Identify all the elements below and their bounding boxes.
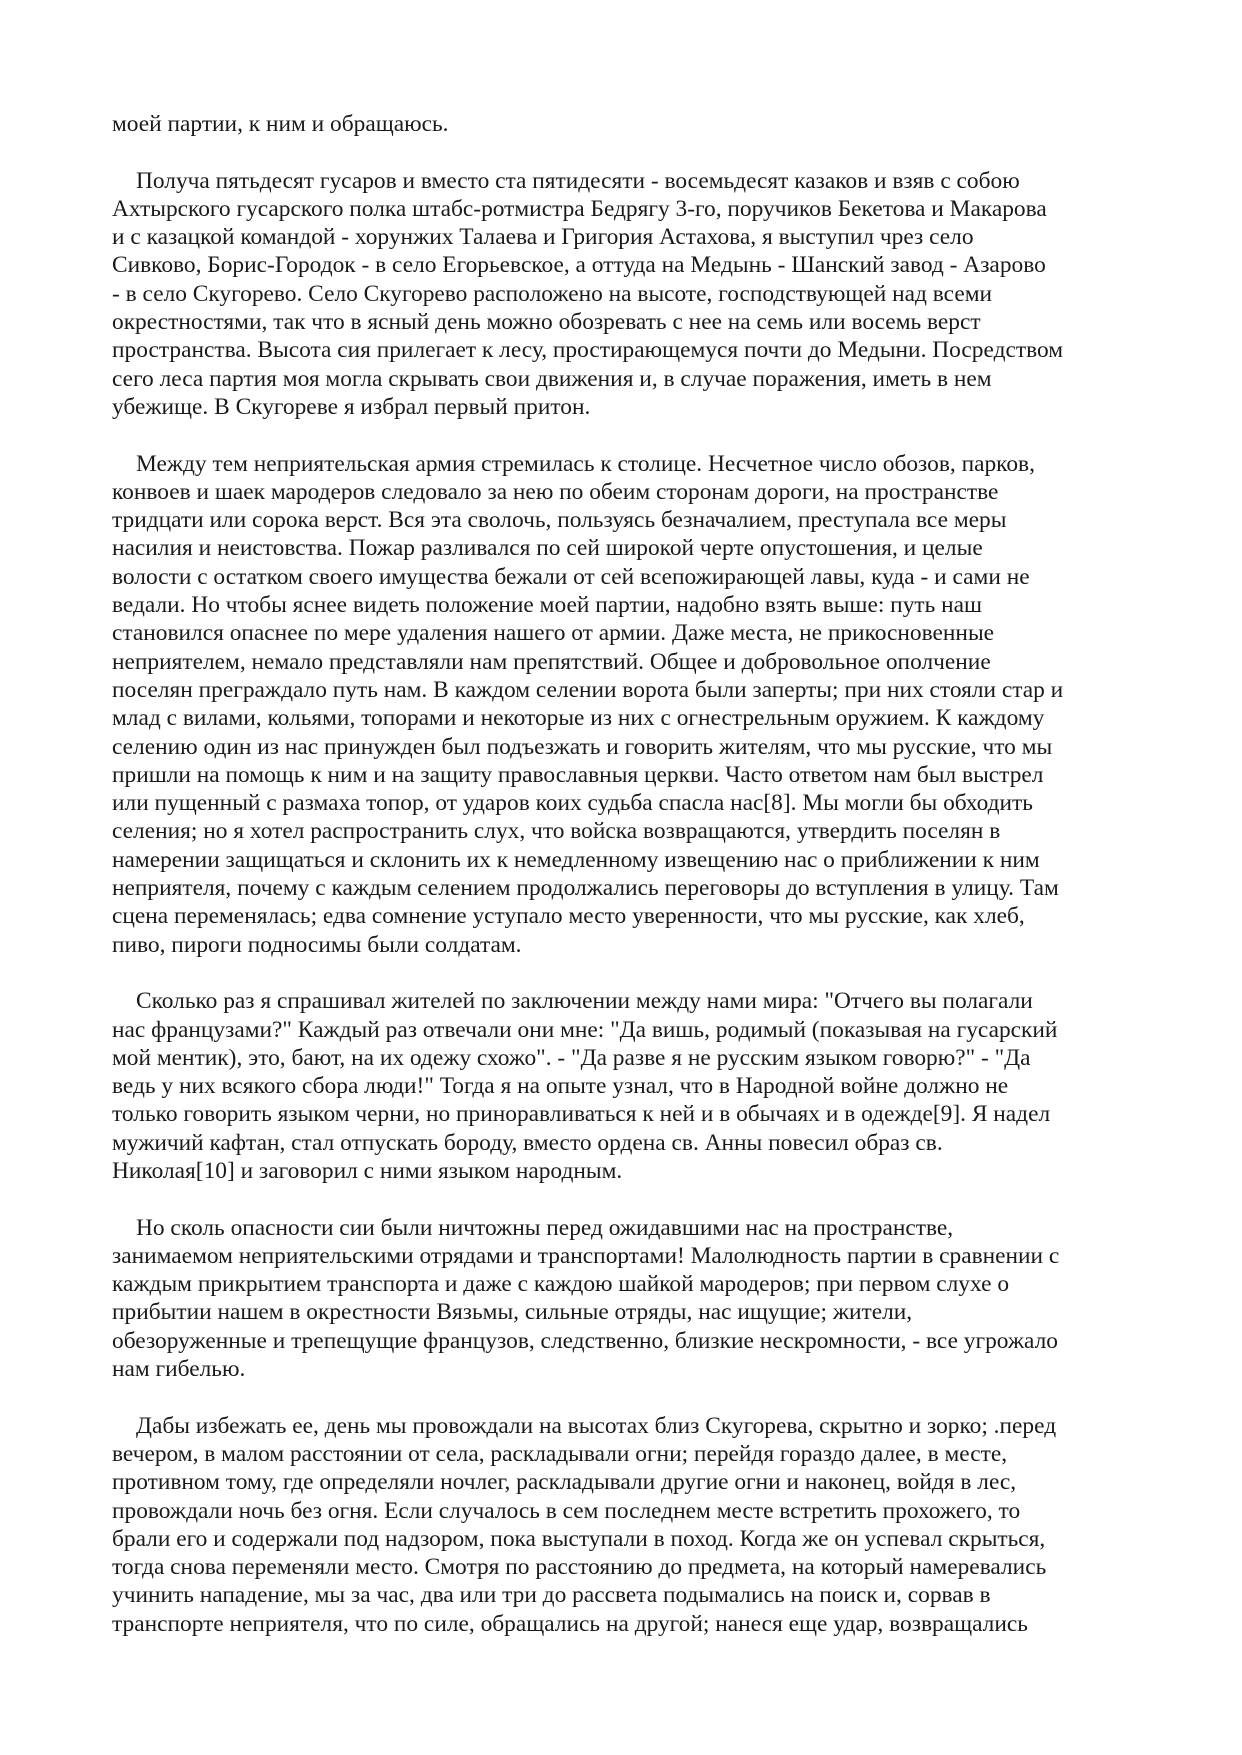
document-page bbox=[112, 110, 1132, 1666]
paragraph-continuation: моей партии, к ним и обращаюсь. bbox=[112, 111, 449, 137]
paragraph: Но сколь опасности сии были ничтожны перед ожидавшими нас на пространстве, занимаемом неприятельскими отрядами и транспортами! Малолюдность партии в сравнении с каждым прикрытием транспорта и даже с каждою шайкой мародеров; при первом слухе о прибытии нашем в окрестности Вязьмы, сильные отряды, нас ищущие; жители, обезоруженные и трепещущие французов, следственно, близкие нескромности, - все угрожало нам гибелью. bbox=[112, 1214, 1060, 1383]
paragraph: Получа пятьдесят гусаров и вместо ста пятидесяти - восемьдесят казаков и взяв с собою Ахтырского гусарского полка штабс-ротмистра Бедрягу 3-го, поручиков Бекетова и Макарова и с казацкой командой - хорунжих Талаева и Григория Астахова, я выступил чрез село Сивково, Борис-Городок - в село Егорьевское, а оттуда на Медынь - Шанский завод - Азарово - в село Скугорево. Село Скугорево расположено на высоте, господствующей над всеми окрестностями, так что в ясный день можно обозревать с нее на семь или восемь верст пространства. Высота сия прилегает к лесу, простирающемуся почти до Медыни. Посредством сего леса партия моя могла скрывать свои движения и, в случае поражения, иметь в нем убежище. В Скугореве я избрал первый притон. bbox=[112, 167, 1064, 420]
paragraph: Между тем неприятельская армия стремилась к столице. Несчетное число обозов, парков, конвоев и шаек мародеров следовало за нею по обеим сторонам дороги, на пространстве тридцати или сорока верст. Вся эта сволочь, пользуясь безначалием, преступала все меры насилия и неистовства. Пожар разливался по сей широкой черте опустошения, и целые волости с остатком своего имущества бежали от сей всепожирающей лавы, куда - и сами не ведали. Но чтобы яснее видеть положение моей партии, надобно взять выше: путь наш становился опаснее по мере удаления нашего от армии. Даже места, не прикосновенные неприятелем, немало представляли нам препятствий. Общее и добровольное ополчение поселян преграждало путь нам. В каждом селении ворота были заперты; при них стояли стар и млад с вилами, кольями, топорами и некоторые из них с огнестрельным оружием. К каждому селению один из нас принужден был подъезжать и говорить жителям, что мы русские, что мы пришли на помощь к ним и на защиту православныя церкви. Часто ответом нам был выстрел или пущенный с размаха топор, от ударов коих судьба спасла нас[8]. Мы могли бы обходить селения; но я хотел распространить слух, что войска возвращаются, утвердить поселян в намерении защищаться и склонить их к немедленному извещению нас о приближении к ним неприятеля, почему с каждым селением продолжались переговоры до вступления в улицу. Там сцена переменялась; едва сомнение уступало место уверенности, что мы русские, как хлеб, пиво, пироги подносимы были солдатам. bbox=[112, 450, 1064, 958]
paragraph: Дабы избежать ее, день мы провождали на высотах близ Скугорева, скрытно и зорко; .перед вечером, в малом расстоянии от села, раскладывали огни; перейдя гораздо далее, в месте, противном тому, где определяли ночлег, раскладывали другие огни и наконец, войдя в лес, провождали ночь без огня. Если случалось в сем последнем месте встретить прохожего, то брали его и содержали под надзором, пока выступали в поход. Когда же он успевал скрыться, тогда снова переменяли место. Смотря по расстоянию до предмета, на который намеревались учинить нападение, мы за час, два или три до рассвета подымались на поиск и, сорвав в транспорте неприятеля, что по силе, обращались на другой; нанеся еще удар, возвращались bbox=[112, 1412, 1057, 1637]
paragraph: Сколько раз я спрашивал жителей по заключении между нами мира: "Отчего вы полагали нас французами?" Каждый раз отвечали они мне: "Да вишь, родимый (показывая на гусарский мой ментик), это, бают, на их одежу схожо". - "Да разве я не русским языком говорю?" - "Да ведь у них всякого сбора люди!" Тогда я на опыте узнал, что в Народной войне должно не только говорить языком черни, но приноравливаться к ней и в обычаях и в одежде[9]. Я надел мужичий кафтан, стал отпускать бороду, вместо ордена св. Анны повесил образ св. Николая[10] и заговорил с ними языком народным. bbox=[112, 988, 1058, 1184]
